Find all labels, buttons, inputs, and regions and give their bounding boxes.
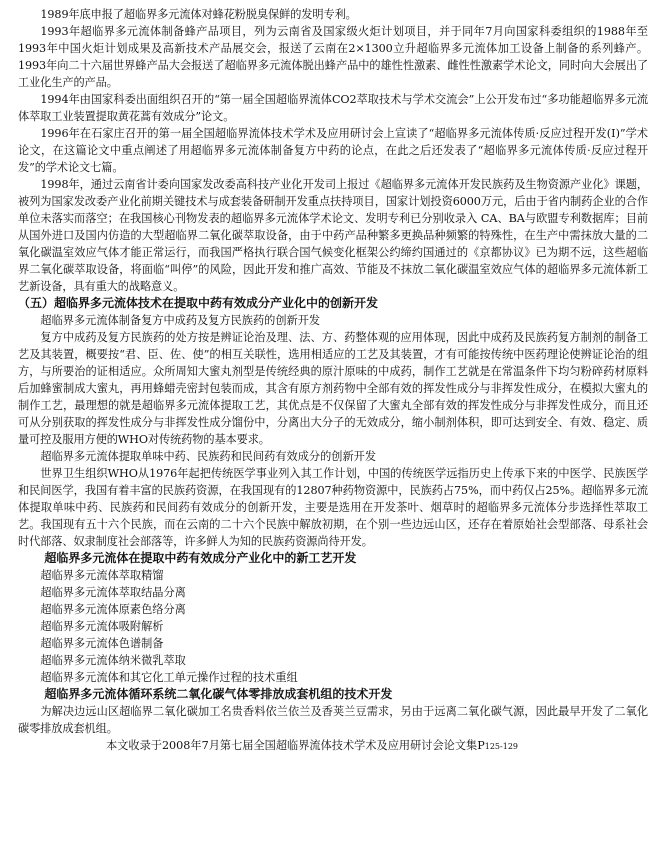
paragraph-zero-emission: 为解决边远山区超临界二氧化碳加工名贵香料依兰依兰及香荚兰豆需求，另由于远离二氧化碳气源，因此最早开发了二氧化碳零排放成套机组。 bbox=[18, 705, 648, 735]
document-page bbox=[18, 6, 648, 755]
paragraph-1998-industrialization: 1998年，通过云南省计委向国家发改委高科技产业化开发司上报过《超临界多元流体开发民族药及生物资源产业化》课题，被列为国家发改委产业化前期关键技术与成套装备研制开发重点扶持项目，国家计划投资6000万元，后由于省内制药企业的合作单位未落实而落空；在我国核心刊物发表的超临界多元流体学术论文、发明专利已分别收录入 CA、BA与欧盟专利数据库；目前从国外进口及国内仿造的大型超临界二氧化碳萃取设备，由于中药产品种繁多更换品种频繁的特殊性，在生产中需抹放大量的二氧化碳温室效应气体才能正常运行，而我国严格执行联合国气候变化框架公约缔约国通过的《京都协议》已为期不远，这些超临界二氧化碳萃取设备，将面临“叫停”的风险，因此开发和推广高效、节能及不抹放二氧化碳温室效应气体的超临界多元流体新工艺新设备，具有重大的战略意义。 bbox=[18, 178, 648, 293]
citation-text: 本文收录于2008年7月第七届全国超临界流体技术学术及应用研讨会论文集P bbox=[106, 739, 485, 752]
citation-footer bbox=[18, 737, 648, 755]
section-6-heading: 超临界多元流体在提取中药有效成分产业化中的新工艺开发 bbox=[44, 551, 357, 565]
paragraph-single-herb: 世界卫生组织WHO从1976年起把传统医学事业列入其工作计划，中国的传统医学远指历史上传承下来的中医学、民族医学和民间医学，我国有着丰富的民族药资源，在我国现有的12807种药物资源中，民族药占75%，而中药仅占25%。超临界多元流体提取单味中药、民族药和民间药有效成分的创新开发，主要是选用在开发茶叶、烟草时的超临界多元流体分步选择性萃取工艺。我国现有五十六个民族，而在云南的二十六个民族中解放初期，在个别一些边远山区，还存在着原始社会型部落、母系社会时代部落、奴隶制度社会部落等，许多鲜人为知的民族药资源尚待开发。 bbox=[18, 467, 648, 548]
section-5-subheading-single-herb: 超临界多元流体提取单味中药、民族药和民间药有效成分的创新开发 bbox=[40, 450, 377, 463]
list-item: 超临界多元流体纳米微乳萃取 bbox=[40, 654, 186, 667]
list-item: 超临界多元流体吸附解析 bbox=[40, 620, 164, 633]
paragraph-1996-seminar: 1996年在石家庄召开的第一届全国超临界流体技术学术及应用研讨会上宣读了“超临界多元流体传质·反应过程开发(Ⅰ)”学术论文，在这篇论文中重点阐述了用超临界多元流体制备复方中药的论点，在此之后还发表了“超临界多元流体传质·反应过程开发”的学术论文七篇。 bbox=[18, 127, 648, 174]
list-item: 超临界多元流体和其它化工单元操作过程的技术重组 bbox=[40, 671, 298, 684]
paragraph-compound-medicine: 复方中成药及复方民族药的处方按是辨证论治及理、法、方、药整体观的应用体现，因此中成药及民族药复方制剂的制备工艺及其装置，概要按“君、臣、佐、使”的相互关联性，选用相适应的工艺及其装置，才有可能按传统中医药理论使辨证论治的组方，与所要治的证相适应。众所周知大蜜丸剂型是传统经典的原汁原味的中成药，制作工艺就是在常温条件下均匀粉碎药材原料后加蜂蜜制成大蜜丸，再用蜂蜡壳密封包装而成，其含有原方剂药物中全部有效的挥发性成分与非挥发性成分，在模拟大蜜丸的制作工艺，最理想的就是超临界多元流体提取工艺，其优点是不仅保留了大蜜丸全部有效的挥发性成分与非挥发性成分，而且还可从分别获取的挥发性成分与非挥发性成分馏份中，分离出大分子的无效成分，缩小制剂体积，即可达到安全、有效、稳定、质量可控及服用方便的WHO对传统药物的基本要求。 bbox=[18, 331, 648, 446]
list-item: 超临界多元流体原素色络分离 bbox=[40, 603, 186, 616]
list-item: 超临界多元流体萃取精馏 bbox=[40, 569, 164, 582]
list-item: 超临界多元流体萃取结晶分离 bbox=[40, 586, 186, 599]
section-5-heading: （五）超临界多元流体技术在提取中药有效成分产业化中的创新开发 bbox=[18, 296, 379, 310]
paragraph-1993-project: 1993年超临界多元流体制备蜂产品项目，列为云南省及国家级火炬计划项目，并于同年7月向国家科委组织的1988年至1993年中国火炬计划成果及高新技术产品展交会，报送了云南在2×1300立升超临界多元流体加工设备上制备的系列蜂产。1993年向二十六届世界蜂产品大会报送了超临界多元流体脱出蜂产品中的雄性性激素、雌性性激素学术论文，同时向大会展出了工业化生产的产品。 bbox=[18, 25, 648, 89]
list-item: 超临界多元流体色谱制备 bbox=[40, 637, 164, 650]
citation-pages: 125-129 bbox=[484, 742, 518, 751]
process-list bbox=[18, 567, 648, 686]
paragraph-1994-conference: 1994年由国家科委出面组织召开的“第一届全国超临界流体CO2萃取技术与学术交流会”上公开发布过“多功能超临界多元流体萃取工业装置提取黄花蒿有效成分”论文。 bbox=[18, 93, 648, 123]
section-7-heading: 超临界多元流体循环系统二氧化碳气体零排放成套机组的技术开发 bbox=[44, 687, 393, 701]
section-5-subheading-compound: 超临界多元流体制备复方中成药及复方民族药的创新开发 bbox=[40, 314, 321, 327]
paragraph-1989-patent: 1989年底申报了超临界多元流体对蜂花粉脱臭保鲜的发明专利。 bbox=[40, 8, 357, 21]
